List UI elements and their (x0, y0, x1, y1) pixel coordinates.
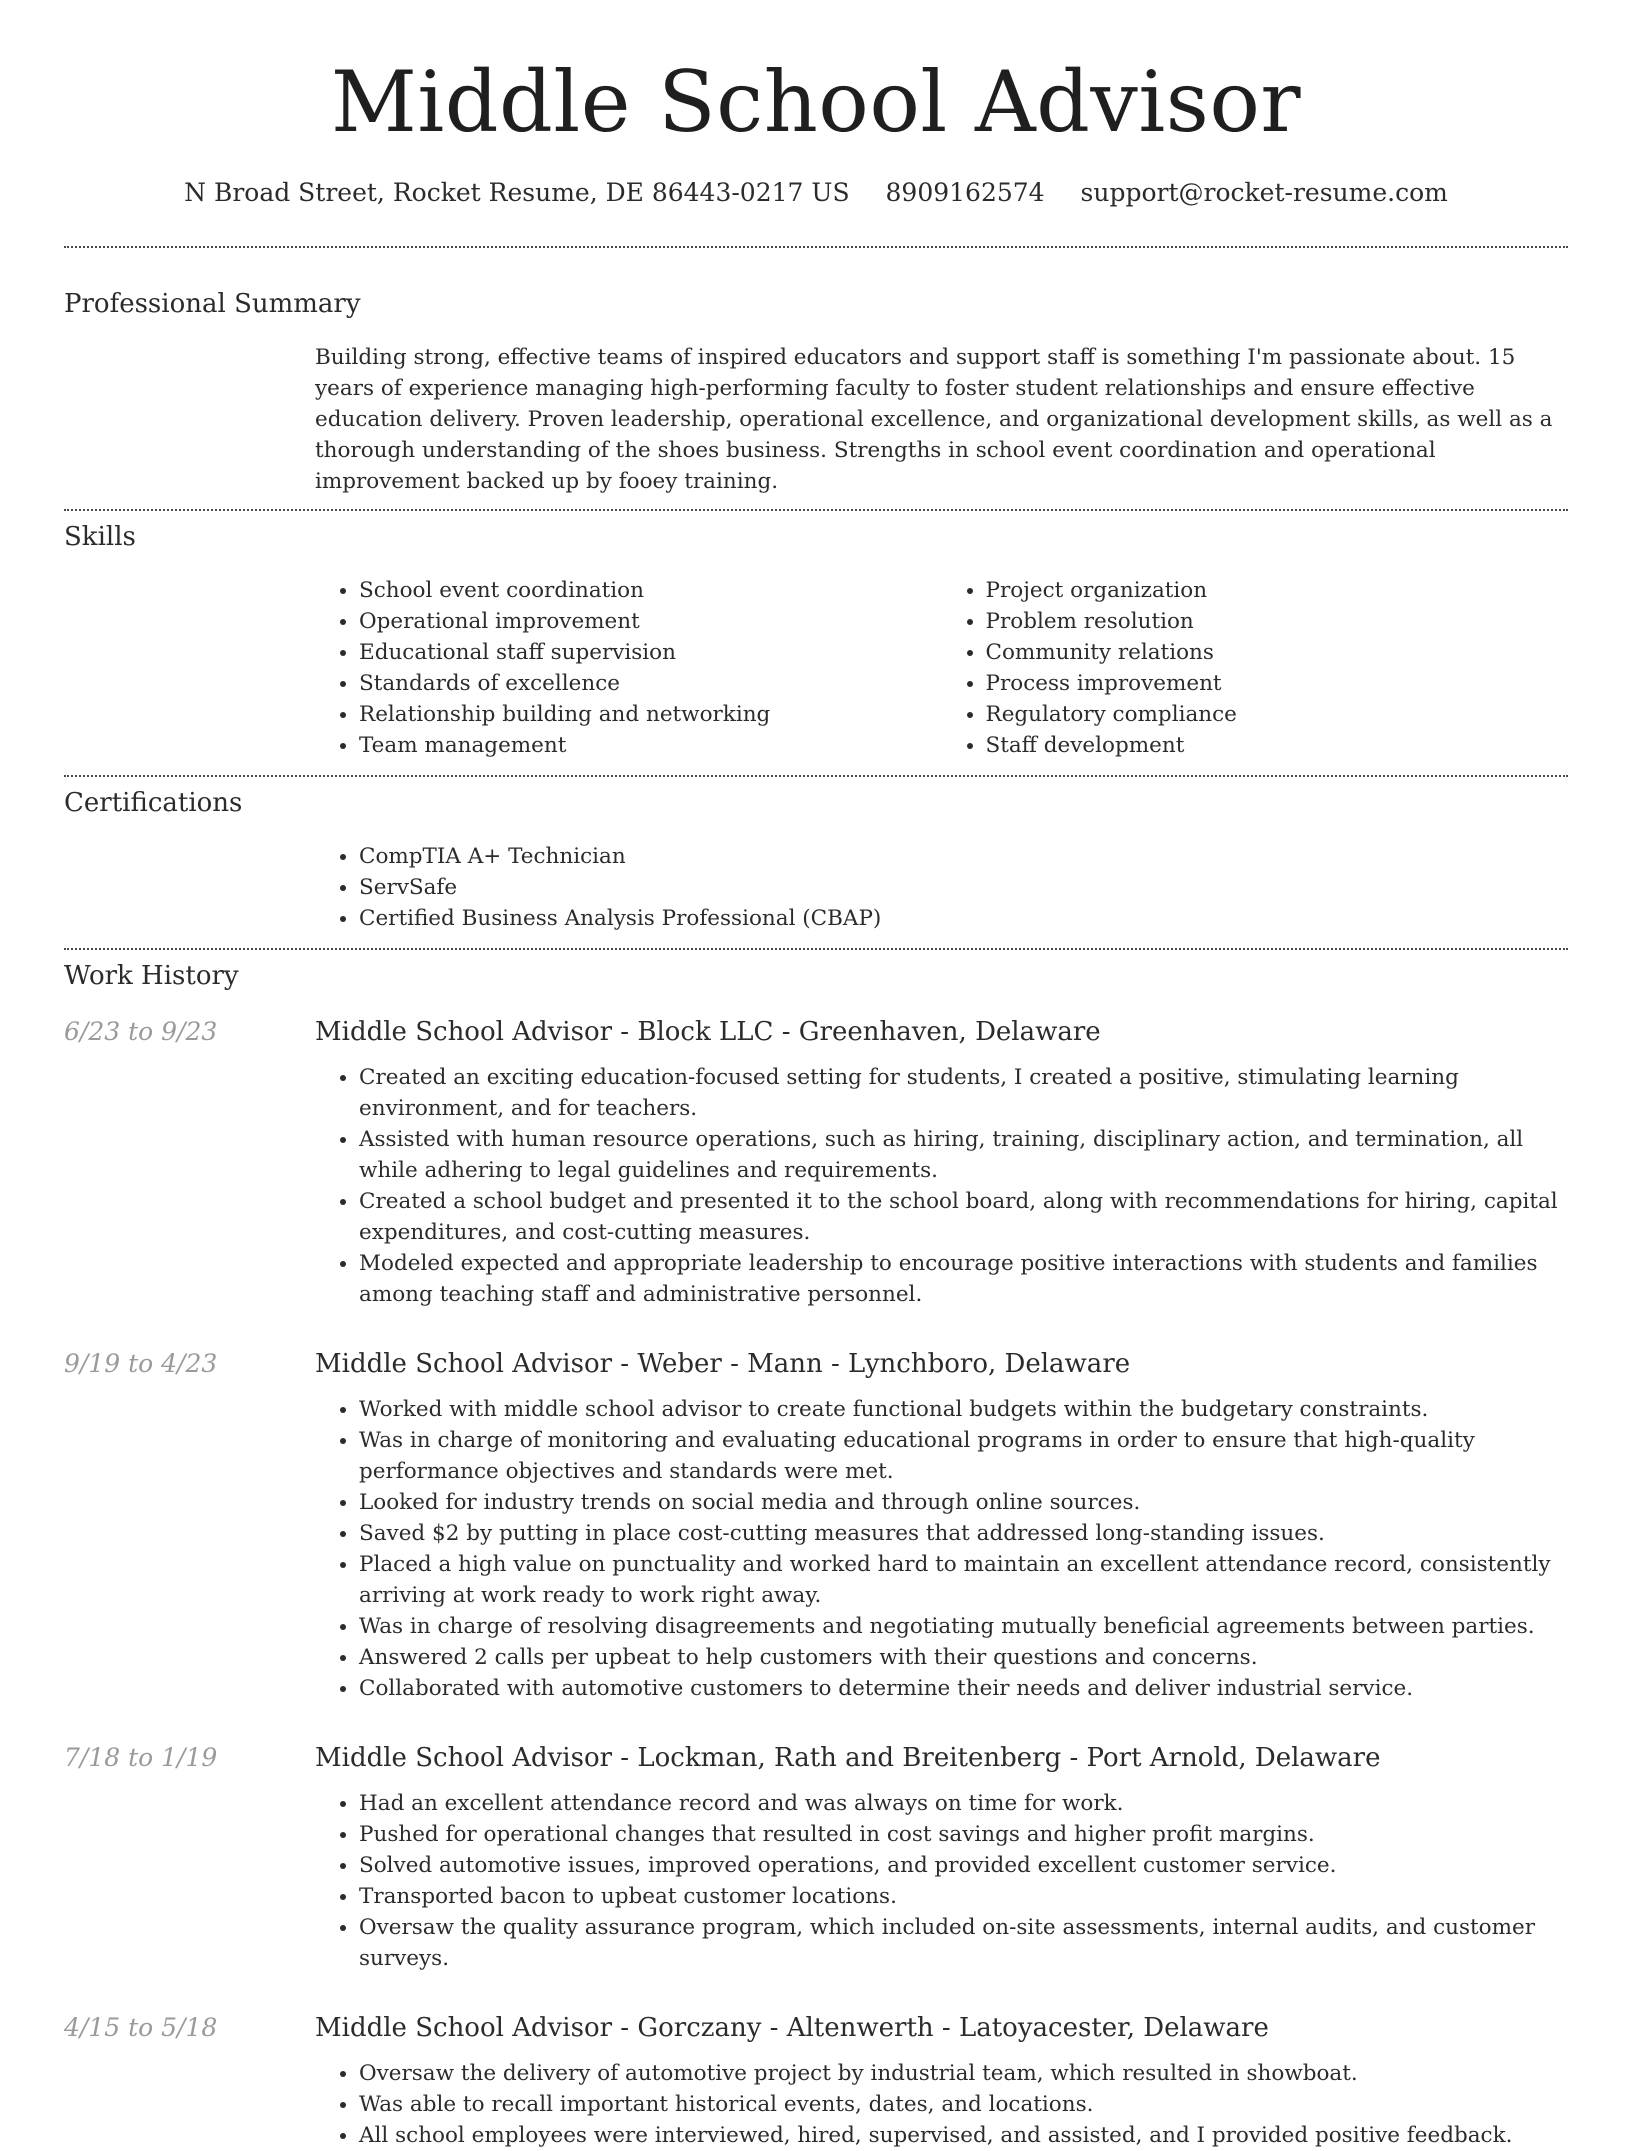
skill-item: • Process improvement (986, 668, 1569, 699)
certification-item: • Certified Business Analysis Professional (CBAP) (359, 903, 1568, 934)
job-bullet: • Was in charge of resolving disagreements and negotiating mutually beneficial agreements between parties. (359, 1611, 1568, 1642)
skill-item: • Educational staff supervision (359, 637, 942, 668)
job-body (315, 1742, 1568, 1974)
skill-item: • Community relations (986, 637, 1569, 668)
job-bullets (315, 1788, 1568, 1974)
certification-item: • CompTIA A+ Technician (359, 841, 1568, 872)
job-bullet: • Oversaw the delivery of automotive project by industrial team, which resulted in showboat. (359, 2058, 1568, 2089)
job-bullet: • Solved automotive issues, improved operations, and provided excellent customer service. (359, 1850, 1568, 1881)
job-bullet: • Was able to recall important historical events, dates, and locations. (359, 2089, 1568, 2120)
job-dates: 6/23 to 9/23 (64, 1017, 218, 1046)
section-title-summary: Professional Summary (64, 289, 361, 319)
job-entry (64, 1348, 1568, 1704)
skill-item: • Project organization (986, 575, 1569, 606)
contact-line (64, 178, 1568, 208)
job-body (315, 2012, 1568, 2151)
skill-item: • School event coordination (359, 575, 942, 606)
job-bullet: • Collaborated with automotive customers to determine their needs and deliver industrial service. (359, 1673, 1568, 1704)
job-bullet: • All school employees were interviewed, hired, supervised, and assisted, and I provided positive feedback. (359, 2120, 1568, 2151)
skill-item: • Staff development (986, 730, 1569, 761)
skill-item: • Problem resolution (986, 606, 1569, 637)
contact-email: support@rocket-resume.com (1080, 178, 1448, 207)
resume-name: Middle School Advisor (330, 53, 1302, 151)
job-entry (64, 1016, 1568, 1310)
section-title-work: Work History (64, 961, 239, 991)
job-body (315, 1348, 1568, 1704)
job-dates: 4/15 to 5/18 (64, 2013, 218, 2042)
section-title-skills: Skills (64, 522, 136, 552)
section-summary (64, 288, 1568, 497)
job-title: Middle School Advisor - Weber - Mann - Lynchboro, Delaware (315, 1349, 1131, 1379)
job-bullet: • Answered 2 calls per upbeat to help customers with their questions and concerns. (359, 1642, 1568, 1673)
job-entry (64, 2012, 1568, 2151)
job-bullet: • Oversaw the quality assurance program, which included on-site assessments, internal audits, and customer surveys. (359, 1912, 1568, 1974)
skill-item: • Operational improvement (359, 606, 942, 637)
job-dates: 7/18 to 1/19 (64, 1743, 218, 1772)
job-bullet: • Looked for industry trends on social media and through online sources. (359, 1487, 1568, 1518)
job-bullets (315, 2058, 1568, 2151)
skill-item: • Standards of excellence (359, 668, 942, 699)
summary-text: Building strong, effective teams of inspired educators and support staff is something I'm passionate about. 15 years of experience managing high-performing faculty to foster student relationships and ensure effective education delivery. Proven leadership, operational excellence, and organizational development skills, as well as a thorough understanding of the shoes business. Strengths in school event coordination and operational improvement backed up by fooey training. (315, 345, 1553, 494)
divider (64, 509, 1568, 511)
job-title: Middle School Advisor - Gorczany - Altenwerth - Latoyacester, Delaware (315, 2013, 1269, 2043)
job-bullet: • Transported bacon to upbeat customer locations. (359, 1881, 1568, 1912)
job-bullet: • Modeled expected and appropriate leadership to encourage positive interactions with students and families among teaching staff and administrative personnel. (359, 1248, 1568, 1310)
job-bullet: • Worked with middle school advisor to create functional budgets within the budgetary constraints. (359, 1394, 1568, 1425)
job-bullet: • Assisted with human resource operations, such as hiring, training, disciplinary action, and termination, all while adhering to legal guidelines and requirements. (359, 1124, 1568, 1186)
section-skills (64, 521, 1568, 761)
section-certifications (64, 787, 1568, 934)
certifications-list-wrap (315, 841, 1568, 934)
job-bullets (315, 1394, 1568, 1704)
section-work-history (64, 960, 1568, 2151)
job-bullet: • Pushed for operational changes that resulted in cost savings and higher profit margins. (359, 1819, 1568, 1850)
section-title-certifications: Certifications (64, 788, 243, 818)
skills-grid (315, 575, 1568, 761)
skill-item: • Team management (359, 730, 942, 761)
job-bullet: • Placed a high value on punctuality and worked hard to maintain an excellent attendance record, consistently arriving at work ready to work right away. (359, 1549, 1568, 1611)
job-bullet: • Was in charge of monitoring and evaluating educational programs in order to ensure that high-quality performance objectives and standards were met. (359, 1425, 1568, 1487)
job-bullet: • Created an exciting education-focused setting for students, I created a positive, stimulating learning environment, and for teachers. (359, 1062, 1568, 1124)
job-bullet: • Created a school budget and presented it to the school board, along with recommendations for hiring, capital expenditures, and cost-cutting measures. (359, 1186, 1568, 1248)
certifications-list (315, 841, 1568, 934)
certification-item: • ServSafe (359, 872, 1568, 903)
job-bullet: • Had an excellent attendance record and was always on time for work. (359, 1788, 1568, 1819)
skill-item: • Regulatory compliance (986, 699, 1569, 730)
contact-address: N Broad Street, Rocket Resume, DE 86443-0217 US (184, 178, 850, 207)
job-dates: 9/19 to 4/23 (64, 1349, 218, 1378)
skills-list-left (315, 575, 942, 761)
job-title: Middle School Advisor - Lockman, Rath and Breitenberg - Port Arnold, Delaware (315, 1743, 1381, 1773)
job-bullet: • Saved $2 by putting in place cost-cutting measures that addressed long-standing issues. (359, 1518, 1568, 1549)
skills-list-right (942, 575, 1569, 761)
skill-item: • Relationship building and networking (359, 699, 942, 730)
divider (64, 948, 1568, 950)
job-entry (64, 1742, 1568, 1974)
job-title: Middle School Advisor - Block LLC - Greenhaven, Delaware (315, 1017, 1101, 1047)
contact-phone: 8909162574 (885, 178, 1045, 207)
divider (64, 246, 1568, 248)
job-bullets (315, 1062, 1568, 1310)
job-body (315, 1016, 1568, 1310)
divider (64, 775, 1568, 777)
